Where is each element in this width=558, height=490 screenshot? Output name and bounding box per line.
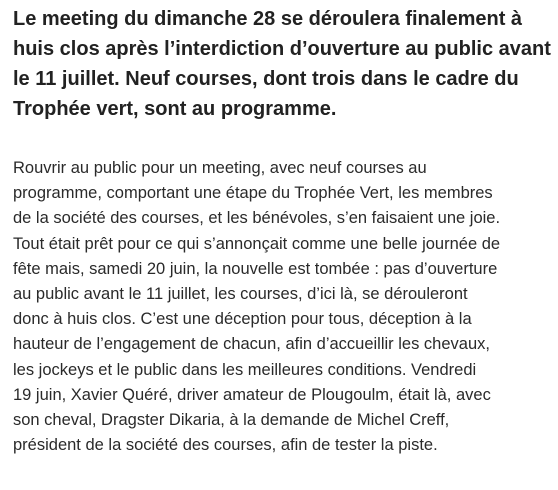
lead-line: le 11 juillet. Neuf courses, dont trois dans le cadre du xyxy=(13,68,519,90)
lead-line: Trophée vert, sont au programme. xyxy=(13,98,337,120)
body-line: les jockeys et le public dans les meilleures conditions. Vendredi xyxy=(13,360,477,379)
body-line: fête mais, samedi 20 juin, la nouvelle est tombée : pas d’ouverture xyxy=(13,259,498,278)
lead-line: huis clos après l’interdiction d’ouverture au public avant xyxy=(13,38,551,60)
body-line: président de la société des courses, afin de tester la piste. xyxy=(13,436,438,455)
body-line: Tout était prêt pour ce qui s’annonçait comme une belle journée de xyxy=(13,234,501,253)
body-line: Rouvrir au public pour un meeting, avec neuf courses au xyxy=(13,159,427,177)
lead-line: Le meeting du dimanche 28 se déroulera finalement à xyxy=(13,8,523,30)
article-lead xyxy=(13,4,553,124)
body-line: de la société des courses, et les bénévoles, s’en faisaient une joie. xyxy=(13,209,501,228)
body-line: donc à huis clos. C’est une déception pour tous, déception à la xyxy=(13,310,472,329)
article xyxy=(13,4,553,458)
body-line: son cheval, Dragster Dikaria, à la demande de Michel Creff, xyxy=(13,411,450,430)
body-line: au public avant le 11 juillet, les courses, d’ici là, se dérouleront xyxy=(13,285,468,304)
article-body xyxy=(13,156,553,458)
body-line: hauteur de l’engagement de chacun, afin d’accueillir les chevaux, xyxy=(13,335,490,354)
body-line: 19 juin, Xavier Quéré, driver amateur de Plougoulm, était là, avec xyxy=(13,385,491,404)
body-line: programme, comportant une étape du Trophée Vert, les membres xyxy=(13,184,493,203)
